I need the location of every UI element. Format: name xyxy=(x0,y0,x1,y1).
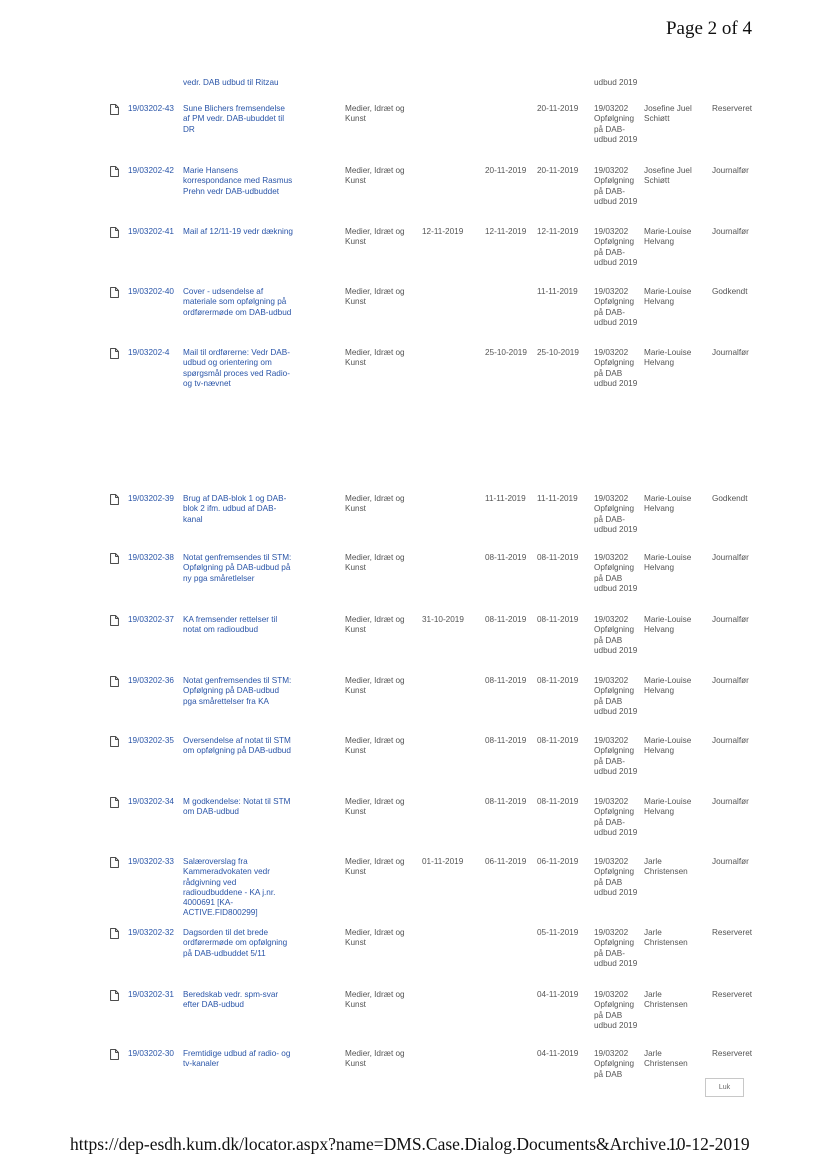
document-title[interactable]: vedr. DAB udbud til Ritzau xyxy=(183,78,279,87)
area-label: Medier, Idræt og Kunst xyxy=(345,797,405,817)
created-date: 12-11-2019 xyxy=(537,227,579,236)
created-date: 04-11-2019 xyxy=(537,1049,579,1058)
status-label: Godkendt xyxy=(712,494,748,503)
journal-date: 25-10-2019 xyxy=(485,348,527,357)
status-label: Journalfør xyxy=(712,348,749,357)
document-title[interactable]: Mail til ordførerne: Vedr DAB-udbud og orientering om spørgsmål proces ved Radio- og tv-nævnet xyxy=(183,348,290,388)
case-label: 19/03202 Opfølgning på DAB-udbud 2019 xyxy=(594,494,638,534)
document-icon[interactable] xyxy=(110,615,119,626)
document-id[interactable]: 19/03202-38 xyxy=(128,553,174,562)
responsible-person: Josefine Juel Schiøtt xyxy=(644,166,692,186)
area-label: Medier, Idræt og Kunst xyxy=(345,736,405,756)
document-icon[interactable] xyxy=(110,797,119,808)
footer-date: 10-12-2019 xyxy=(668,1134,750,1154)
document-icon[interactable] xyxy=(110,104,119,115)
area-label: Medier, Idræt og Kunst xyxy=(345,287,405,307)
case-label: 19/03202 Opfølgning på DAB-udbud 2019 xyxy=(594,104,638,144)
case-label: 19/03202 Opfølgning på DAB-udbud 2019 xyxy=(594,928,638,968)
created-date: 08-11-2019 xyxy=(537,615,579,624)
document-icon[interactable] xyxy=(110,553,119,564)
status-label: Journalfør xyxy=(712,553,749,562)
created-date: 08-11-2019 xyxy=(537,797,579,806)
created-date: 04-11-2019 xyxy=(537,990,579,999)
area-label: Medier, Idræt og Kunst xyxy=(345,857,405,877)
status-label: Journalfør xyxy=(712,736,749,745)
responsible-person: Jarle Christensen xyxy=(644,1049,688,1069)
document-title[interactable]: M godkendelse: Notat til STM om DAB-udbud xyxy=(183,797,291,817)
letter-date: 12-11-2019 xyxy=(422,227,464,236)
status-label: Reserveret xyxy=(712,990,753,999)
created-date: 11-11-2019 xyxy=(537,494,578,503)
document-icon[interactable] xyxy=(110,928,119,939)
case-label: 19/03202 Opfølgning på DAB-udbud 2019 xyxy=(594,736,638,776)
responsible-person: Marie-Louise Helvang xyxy=(644,736,692,756)
journal-date: 08-11-2019 xyxy=(485,736,527,745)
responsible-person: Marie-Louise Helvang xyxy=(644,615,692,635)
case-label: 19/03202 Opfølgning på DAB udbud 2019 xyxy=(594,553,638,593)
status-label: Reserveret xyxy=(712,104,753,113)
area-label: Medier, Idræt og Kunst xyxy=(345,227,405,247)
journal-date: 08-11-2019 xyxy=(485,553,527,562)
created-date: 08-11-2019 xyxy=(537,736,579,745)
created-date: 05-11-2019 xyxy=(537,928,579,937)
responsible-person: Josefine Juel Schiøtt xyxy=(644,104,692,124)
document-id[interactable]: 19/03202-37 xyxy=(128,615,174,624)
responsible-person: Marie-Louise Helvang xyxy=(644,287,692,307)
status-label: Reserveret xyxy=(712,928,753,937)
area-label: Medier, Idræt og Kunst xyxy=(345,676,405,696)
area-label: Medier, Idræt og Kunst xyxy=(345,615,405,635)
case-label: 19/03202 Opfølgning på DAB udbud 2019 xyxy=(594,857,638,897)
case-label: 19/03202 Opfølgning på DAB-udbud 2019 xyxy=(594,287,638,327)
responsible-person: Marie-Louise Helvang xyxy=(644,797,692,817)
created-date: 20-11-2019 xyxy=(537,104,579,113)
document-title[interactable]: Notat genfremsendes til STM: Opfølgning på DAB-udbud på ny pga småretlelser xyxy=(183,553,292,583)
document-icon[interactable] xyxy=(110,287,119,298)
document-id[interactable]: 19/03202-36 xyxy=(128,676,174,685)
journal-date: 11-11-2019 xyxy=(485,494,526,503)
area-label: Medier, Idræt og Kunst xyxy=(345,494,405,514)
responsible-person: Marie-Louise Helvang xyxy=(644,494,692,514)
document-title[interactable]: KA fremsender rettelser til notat om radioudbud xyxy=(183,615,278,635)
document-title[interactable]: Marie Hansens korrespondance med Rasmus Prehn vedr DAB-udbuddet xyxy=(183,166,293,196)
area-label: Medier, Idræt og Kunst xyxy=(345,104,405,124)
responsible-person: Marie-Louise Helvang xyxy=(644,553,692,573)
close-button[interactable]: Luk xyxy=(705,1078,744,1097)
document-id[interactable]: 19/03202-40 xyxy=(128,287,174,296)
case-label: 19/03202 Opfølgning på DAB-udbud 2019 xyxy=(594,166,638,206)
journal-date: 12-11-2019 xyxy=(485,227,527,236)
document-icon[interactable] xyxy=(110,990,119,1001)
created-date: 08-11-2019 xyxy=(537,553,579,562)
document-title[interactable]: Salæroverslag fra Kammeradvokaten vedr rådgivning ved radioudbuddene - KA j.nr. 4000691 [KA-ACTIVE.FID800299] xyxy=(183,857,276,918)
document-title[interactable]: Cover - udsendelse af materiale som opfølgning på ordførermøde om DAB-udbud xyxy=(183,287,292,317)
document-id[interactable]: 19/03202-33 xyxy=(128,857,174,866)
area-label: Medier, Idræt og Kunst xyxy=(345,1049,405,1069)
case-label: 19/03202 Opfølgning på DAB udbud 2019 xyxy=(594,615,638,655)
status-label: Journalfør xyxy=(712,166,749,175)
area-label: Medier, Idræt og Kunst xyxy=(345,348,405,368)
document-icon[interactable] xyxy=(110,166,119,177)
document-title[interactable]: Beredskab vedr. spm-svar efter DAB-udbud xyxy=(183,990,279,1010)
document-title[interactable]: Fremtidige udbud af radio- og tv-kanaler xyxy=(183,1049,291,1069)
status-label: Godkendt xyxy=(712,287,748,296)
status-label: Journalfør xyxy=(712,857,749,866)
status-label: Journalfør xyxy=(712,615,749,624)
status-label: Journalfør xyxy=(712,676,749,685)
responsible-person: Marie-Louise Helvang xyxy=(644,676,692,696)
journal-date: 20-11-2019 xyxy=(485,166,527,175)
journal-date: 08-11-2019 xyxy=(485,615,527,624)
created-date: 06-11-2019 xyxy=(537,857,579,866)
case-label: 19/03202 Opfølgning på DAB udbud 2019 xyxy=(594,676,638,716)
document-id[interactable]: 19/03202-4 xyxy=(128,348,170,357)
document-id[interactable]: 19/03202-39 xyxy=(128,494,174,503)
document-id[interactable]: 19/03202-34 xyxy=(128,797,174,806)
document-icon[interactable] xyxy=(110,348,119,359)
created-date: 20-11-2019 xyxy=(537,166,579,175)
document-icon[interactable] xyxy=(110,494,119,505)
responsible-person: Jarle Christensen xyxy=(644,857,688,877)
document-icon[interactable] xyxy=(110,227,119,238)
document-title[interactable]: Dagsorden til det brede ordførermøde om opfølgning på DAB-udbuddet 5/11 xyxy=(183,928,288,958)
area-label: Medier, Idræt og Kunst xyxy=(345,166,405,186)
case-label: 19/03202 Opfølgning på DAB-udbud 2019 xyxy=(594,797,638,837)
document-title[interactable]: Notat genfremsendes til STM: Opfølgning på DAB-udbud pga smårettelser fra KA xyxy=(183,676,292,706)
journal-date: 06-11-2019 xyxy=(485,857,527,866)
case-label: 19/03202 Opfølgning på DAB udbud 2019 xyxy=(594,990,638,1030)
document-title[interactable]: Mail af 12/11-19 vedr dækning xyxy=(183,227,293,236)
case-label: 19/03202 Opfølgning på DAB udbud 2019 xyxy=(594,348,638,388)
letter-date: 31-10-2019 xyxy=(422,615,464,624)
document-id[interactable]: 19/03202-30 xyxy=(128,1049,174,1058)
case-label: 19/03202 Opfølgning på DAB-udbud 2019 xyxy=(594,227,638,267)
status-label: Journalfør xyxy=(712,797,749,806)
responsible-person: Jarle Christensen xyxy=(644,928,688,948)
status-label: Reserveret xyxy=(712,1049,753,1058)
document-id[interactable]: 19/03202-32 xyxy=(128,928,174,937)
area-label: Medier, Idræt og Kunst xyxy=(345,928,405,948)
status-label: Journalfør xyxy=(712,227,749,236)
created-date: 11-11-2019 xyxy=(537,287,578,296)
document-title[interactable]: Oversendelse af notat til STM om opfølgning på DAB-udbud xyxy=(183,736,291,756)
document-id[interactable]: 19/03202-43 xyxy=(128,104,174,113)
journal-date: 08-11-2019 xyxy=(485,676,527,685)
document-id[interactable]: 19/03202-35 xyxy=(128,736,174,745)
created-date: 08-11-2019 xyxy=(537,676,579,685)
area-label: Medier, Idræt og Kunst xyxy=(345,990,405,1010)
document-icon[interactable] xyxy=(110,1049,119,1060)
created-date: 25-10-2019 xyxy=(537,348,579,357)
document-icon[interactable] xyxy=(110,736,119,747)
document-id[interactable]: 19/03202-41 xyxy=(128,227,174,236)
page-number: Page 2 of 4 xyxy=(665,18,752,39)
document-icon[interactable] xyxy=(110,676,119,687)
document-title[interactable]: Sune Blichers fremsendelse af PM vedr. DAB-ubuddet til DR xyxy=(183,104,285,134)
letter-date: 01-11-2019 xyxy=(422,857,464,866)
document-title[interactable]: Brug af DAB-blok 1 og DAB-blok 2 ifm. udbud af DAB-kanal xyxy=(183,494,287,524)
case-label: udbud 2019 xyxy=(594,78,638,87)
responsible-person: Jarle Christensen xyxy=(644,990,688,1010)
footer-url: https://dep-esdh.kum.dk/locator.aspx?name=DMS.Case.Dialog.Documents&Archive... xyxy=(70,1134,680,1154)
document-id[interactable]: 19/03202-42 xyxy=(128,166,174,175)
journal-date: 08-11-2019 xyxy=(485,797,527,806)
responsible-person: Marie-Louise Helvang xyxy=(644,227,692,247)
area-label: Medier, Idræt og Kunst xyxy=(345,553,405,573)
responsible-person: Marie-Louise Helvang xyxy=(644,348,692,368)
document-id[interactable]: 19/03202-31 xyxy=(128,990,174,999)
document-icon[interactable] xyxy=(110,857,119,868)
case-label: 19/03202 Opfølgning på DAB xyxy=(594,1049,635,1079)
